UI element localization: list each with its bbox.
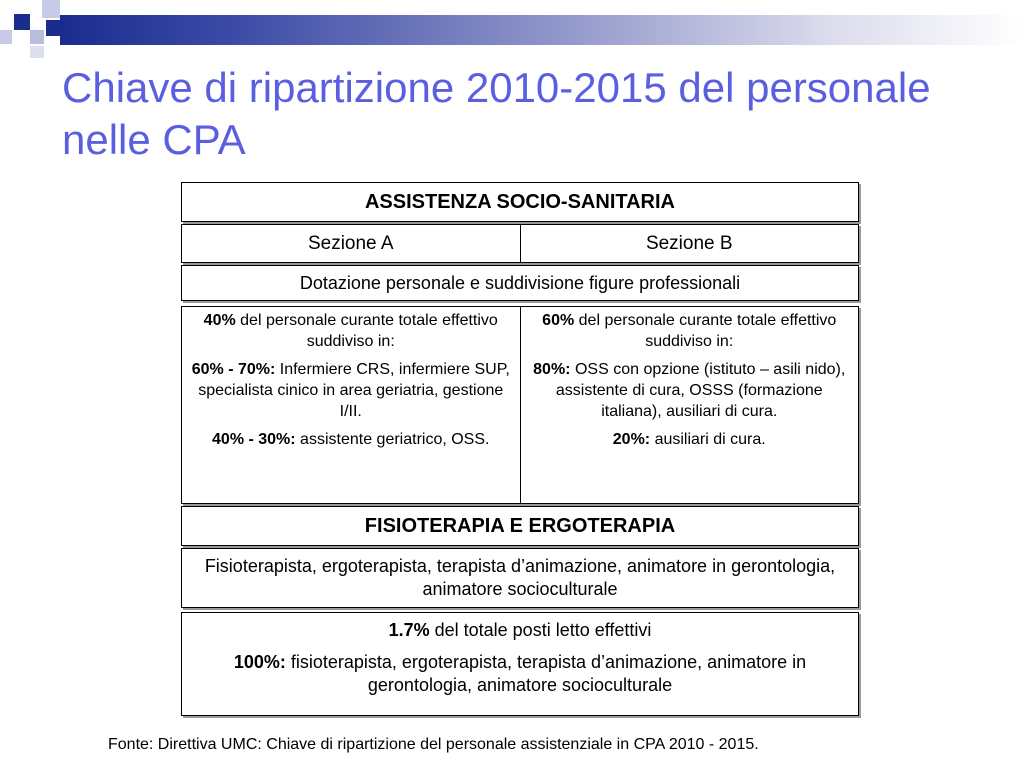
table1-subheader: Dotazione personale e suddivisione figure professionali <box>299 272 741 293</box>
section-a-paragraph <box>212 429 489 450</box>
section-b-paragraph <box>529 359 851 422</box>
paragraph-text: del personale curante totale effettivo suddiviso in: <box>235 312 498 350</box>
section-a-paragraph <box>190 310 512 352</box>
table2-content <box>182 613 858 715</box>
source-footnote: Fonte: Direttiva UMC: Chiave di ripartizione del personale assistenziale in CPA 2010 - 2015. <box>108 736 759 753</box>
table2-professions-box <box>181 548 859 608</box>
percentage-label: 60% - 70%: <box>191 361 276 378</box>
table2-professions: Fisioterapista, ergoterapista, terapista d’animazione, animatore in gerontologia, animatore socioculturale <box>204 556 836 599</box>
slide-title: Chiave di ripartizione 2010-2015 del personale nelle CPA <box>62 64 931 163</box>
percentage-label: 20%: <box>612 431 651 448</box>
paragraph-text: fisioterapista, ergoterapista, terapista d’animazione, animatore in gerontologia, animatore socioculturale <box>285 652 807 695</box>
paragraph-text: OSS con opzione (istituto – asili nido), assistente di cura, OSSS (formazione italiana), ausiliari di cura. <box>555 361 846 420</box>
percentage-label: 60% <box>542 312 575 329</box>
table2-header-box <box>181 506 859 546</box>
table2-paragraph <box>202 651 838 697</box>
section-b-paragraph <box>529 310 851 352</box>
percentage-label: 80%: <box>533 361 571 378</box>
percentage-label: 40% <box>203 312 236 329</box>
paragraph-text: Infermiere CRS, infermiere SUP, specialista cinico in area geriatria, gestione I/II. <box>198 361 510 420</box>
section-b-paragraph <box>613 429 766 450</box>
section-b-label: Sezione B <box>520 225 859 262</box>
paragraph-text: del personale curante totale effettivo suddiviso in: <box>574 312 837 350</box>
decor-square-dark <box>14 14 30 30</box>
decor-square-light <box>30 30 44 44</box>
paragraph-text: ausiliari di cura. <box>650 431 766 448</box>
decor-square-light <box>42 0 60 18</box>
table2-paragraph <box>389 619 652 642</box>
decor-square-light <box>30 46 44 58</box>
paragraph-text: del totale posti letto effettivi <box>429 620 652 640</box>
percentage-label: 100%: <box>233 652 286 672</box>
percentage-label: 1.7% <box>388 620 430 640</box>
table1-header-box <box>181 182 859 222</box>
section-a-label: Sezione A <box>307 232 394 254</box>
table1-subheader-box <box>181 265 859 301</box>
header-gradient-bar <box>60 15 1024 45</box>
table2-content-box <box>181 612 859 716</box>
table1-sections-box <box>181 224 859 263</box>
table2-header: FISIOTERAPIA E ERGOTERAPIA <box>364 514 676 537</box>
percentage-label: 40% - 30%: <box>212 431 296 448</box>
decor-square-light <box>0 30 12 44</box>
section-a-content <box>182 307 520 503</box>
paragraph-text: assistente geriatrico, OSS. <box>295 431 490 448</box>
table1-content-box <box>181 306 859 504</box>
section-b-content <box>520 307 859 503</box>
section-a-paragraph <box>190 359 512 422</box>
table1-header: ASSISTENZA SOCIO-SANITARIA <box>364 190 675 213</box>
